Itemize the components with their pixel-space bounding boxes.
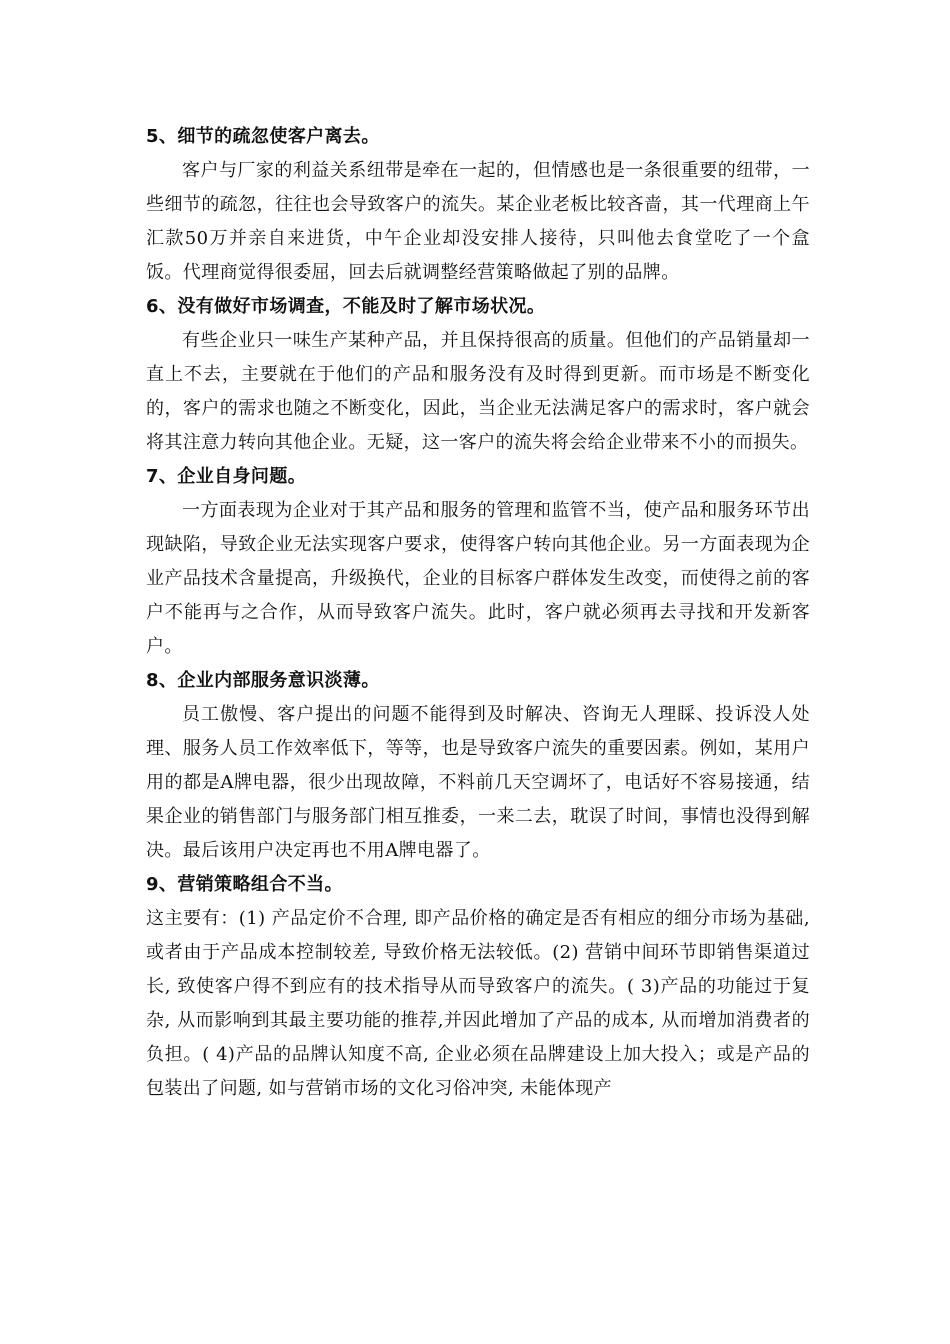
section-7 <box>146 460 810 664</box>
section-heading: 8、企业内部服务意识淡薄。 <box>146 670 380 691</box>
section-6 <box>146 290 810 460</box>
section-paragraph: 有些企业只一味生产某种产品，并且保持很高的质量。但他们的产品销量却一直上不去，主要就在于他们的产品和服务没有及时得到更新。而市场是不断变化的，客户的需求也随之不断变化，因此，当企业无法满足客户的需求时，客户就会将其注意力转向其他企业。无疑，这一客户的流失将会给企业带来不小的而损失。 <box>146 330 810 453</box>
section-heading: 6、没有做好市场调查，不能及时了解市场状况。 <box>146 296 546 317</box>
section-paragraph: 客户与厂家的利益关系纽带是牵在一起的，但情感也是一条很重要的纽带，一些细节的疏忽，往往也会导致客户的流失。某企业老板比较吝啬，其一代理商上午汇款50万并亲自来进货，中午企业却没安排人接待，只叫他去食堂吃了一个盒饭。代理商觉得很委屈，回去后就调整经营策略做起了别的品牌。 <box>146 160 810 283</box>
section-8 <box>146 664 810 868</box>
section-heading: 7、企业自身问题。 <box>146 466 307 487</box>
section-paragraph: 这主要有：(1) 产品定价不合理, 即产品价格的确定是否有相应的细分市场为基础, 或者由于产品成本控制较差, 导致价格无法较低。(2) 营销中间环节即销售渠道过长, 致使客户得不到应有的技术指导从而导致客户的流失。( 3)产品的功能过于复杂, 从而影响到其最主要功能的推荐,并因此增加了产品的成本, 从而增加消费者的负担。( 4)产品的品牌认知度不高, 企业必须在品牌建设上加大投入；或是产品的包装出了问题, 如与营销市场的文化习俗冲突, 未能体现产 <box>146 908 810 1099</box>
section-heading: 9、营销策略组合不当。 <box>146 874 343 895</box>
section-paragraph: 员工傲慢、客户提出的问题不能得到及时解决、咨询无人理睬、投诉没人处理、服务人员工作效率低下，等等，也是导致客户流失的重要因素。例如，某用户用的都是A牌电器，很少出现故障，不料前几天空调坏了，电话好不容易接通，结果企业的销售部门与服务部门相互推委，一来二去，耽误了时间，事情也没得到解决。最后该用户决定再也不用A牌电器了。 <box>146 704 810 861</box>
section-5 <box>146 120 810 290</box>
section-9 <box>146 868 810 1106</box>
section-heading: 5、细节的疏忽使客户离去。 <box>146 126 380 147</box>
section-paragraph: 一方面表现为企业对于其产品和服务的管理和监管不当，使产品和服务环节出现缺陷，导致企业无法实现客户要求，使得客户转向其他企业。另一方面表现为企业产品技术含量提高，升级换代，企业的目标客户群体发生改变，而使得之前的客户不能再与之合作，从而导致客户流失。此时，客户就必须再去寻找和开发新客户。 <box>146 500 810 657</box>
document-body <box>146 120 810 1106</box>
